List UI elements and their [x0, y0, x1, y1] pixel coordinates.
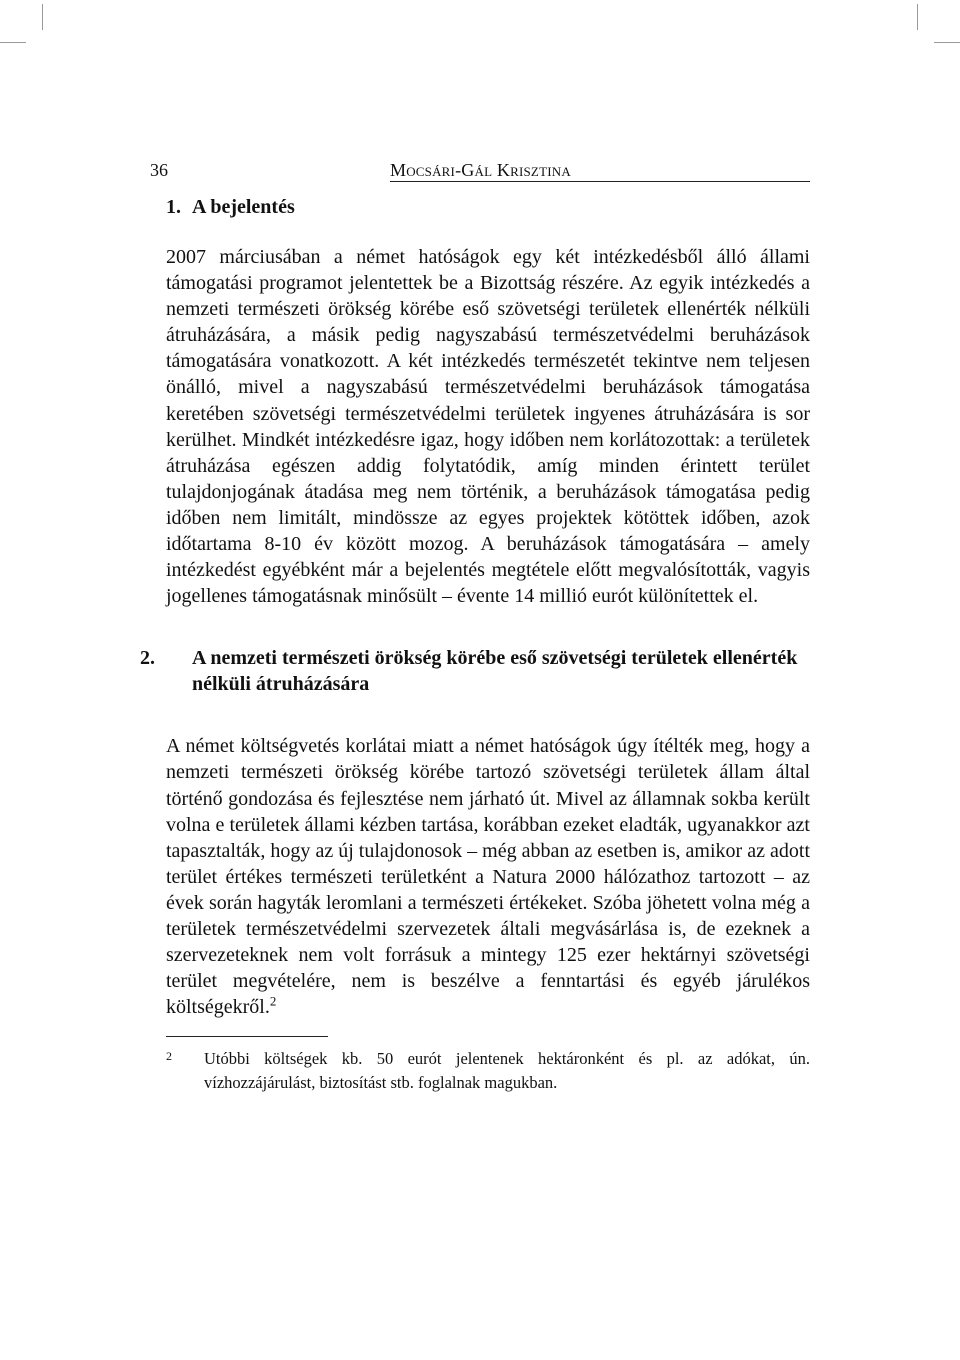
footnote-text: Utóbbi költségek kb. 50 eurót jelentenek hektáronként és pl. az adókat, ún. vízhozzájárulást, biztosítást stb. foglalnak magukban.: [204, 1049, 810, 1093]
running-title: Mocsári-Gál Krisztina: [390, 160, 571, 180]
crop-mark-top-right-horizontal: [934, 42, 960, 43]
footnote: [166, 1047, 810, 1095]
section-number-1: 1.: [166, 196, 181, 218]
section-title-1: A bejelentés: [192, 196, 295, 218]
footnote-number: 2: [166, 1049, 172, 1064]
page-header: [150, 158, 810, 184]
section-title-2: A nemzeti természeti örökség körébe eső szövetségi területek ellenérték nélküli átruházására: [192, 647, 798, 696]
section-heading-2: [140, 645, 810, 697]
section-2-paragraph-text: A német költségvetés korlátai miatt a német hatóságok úgy ítélték meg, hogy a nemzeti természeti örökség körébe tartozó szövetségi területek állam által történő gondozása és fejlesztése nem járható út. Mivel az államnak sokba került volna e területek állami kézben tartása, korábban ezeket eladták, ugyanakkor azt tapasztalták, hogy az új tulajdonosok – még abban az esetben is, amikor az adott terület értékes természeti területként a Natura 2000 hálózathoz tartozott – az évek során hagyták leromlani a természeti értékeket. Szóba jöhetett volna még a területek természetvédelmi szervezetek általi megvásárlása is, de ezeknek a szervezeteknek nem volt forrásuk a mintegy 125 ezer hektárnyi szövetségi terület megvételére, nem is beszélve a fenntartási és egyéb járulékos költségekről.: [166, 735, 810, 1019]
crop-mark-top-left-horizontal: [0, 42, 26, 43]
crop-mark-top-right-vertical: [917, 4, 918, 30]
page-number: 36: [150, 160, 168, 180]
footnote-separator: [166, 1036, 328, 1037]
section-heading-1: [166, 194, 810, 220]
section-2-paragraph: [166, 733, 810, 1020]
section-number-2: 2.: [140, 647, 155, 670]
section-1-paragraph: 2007 márciusában a német hatóságok egy két intézkedésből álló állami támogatási programot jelentettek be a Bizottság részére. Az egyik intézkedés a nemzeti természeti örökség körébe eső szövetségi területek ellenérték nélküli átruházására, a másik pedig nagyszabású természetvédelmi beruházások támogatására vonatkozott. A két intézkedés természetét tekintve nem teljesen önálló, mivel a nagyszabású természetvédelmi beruházások támogatása keretében szövetségi természetvédelmi területek ingyenes átruházására is sor kerülhet. Mindkét intézkedésre igaz, hogy időben nem korlátozottak: a területek átruházása egészen addig folytatódik, amíg minden érintett terület tulajdonjogának átadása meg nem történik, a beruházások támogatása pedig időben nem limitált, mindössze az egyes projektek kötöttek időben, azok időtartama 8-10 év között mozog. A beruházások támogatására – amely intézkedést egyébként már a bejelentés megtétele előtt megvalósították, vagyis jogellenes támogatásnak minősült – évente 14 millió eurót különítettek el.: [166, 246, 810, 608]
header-rule: [390, 181, 810, 182]
footnote-reference[interactable]: 2: [269, 993, 277, 1009]
crop-mark-top-left-vertical: [42, 4, 43, 30]
page-content: [140, 194, 810, 1095]
